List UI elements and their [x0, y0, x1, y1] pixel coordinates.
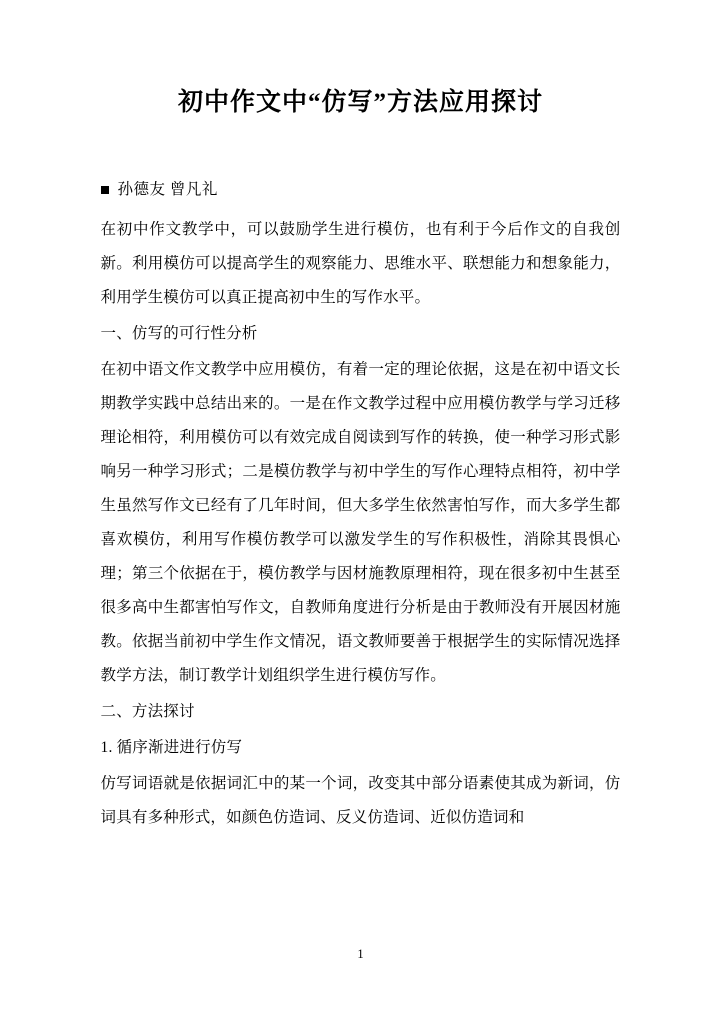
page-title: 初中作文中“仿写”方法应用探讨 [177, 89, 543, 116]
document-body [101, 118, 621, 835]
black-square-bullet-icon [101, 186, 109, 194]
heading-subsection-one: 1. 循序渐进进行仿写 [100, 739, 243, 756]
paragraph-feasibility: 在初中语文作文教学中应用模仿，有着一定的理论依据，这是在初中语文长期教学实践中总结出来的。一是在作文教学过程中应用模仿教学与学习迁移理论相符，利用模仿可以有效完成自阅读到写作的转换，使一种学习形式影响另一种学习形式；二是模仿教学与初中学生的写作心理特点相符，初中学生虽然写作文已经有了几年时间，但大多学生依然害怕写作，而大多学生都喜欢模仿，利用写作模仿教学可以激发学生的写作积极性，消除其畏惧心理；第三个依据在于，模仿教学与因材施教原理相符，现在很多初中生甚至很多高中生都害怕写作文，自教师角度进行分析是由于教师没有开展因材施教。依据当前初中学生作文情况，语文教师要善于根据学生的实际情况选择教学方法，制订教学计划组织学生进行模仿写作。 [100, 361, 621, 684]
authors-line [101, 173, 621, 207]
heading-section-one: 一、仿写的可行性分析 [100, 325, 258, 342]
authors-text: 孙德友 曾凡礼 [117, 181, 218, 198]
page-number: 1 [357, 947, 364, 961]
paragraph-word-imitation: 仿写词语就是依据词汇中的某一个词，改变其中部分语素使其成为新词，仿词具有多种形式，如颜色仿造词、反义仿造词、近似仿造词和 [100, 775, 621, 826]
heading-section-two: 二、方法探讨 [100, 703, 195, 720]
paragraph-abstract: 在初中作文教学中，可以鼓励学生进行模仿，也有利于今后作文的自我创新。利用模仿可以提高学生的观察能力、思维水平、联想能力和想象能力，利用学生模仿可以真正提高初中生的写作水平。 [100, 221, 621, 306]
